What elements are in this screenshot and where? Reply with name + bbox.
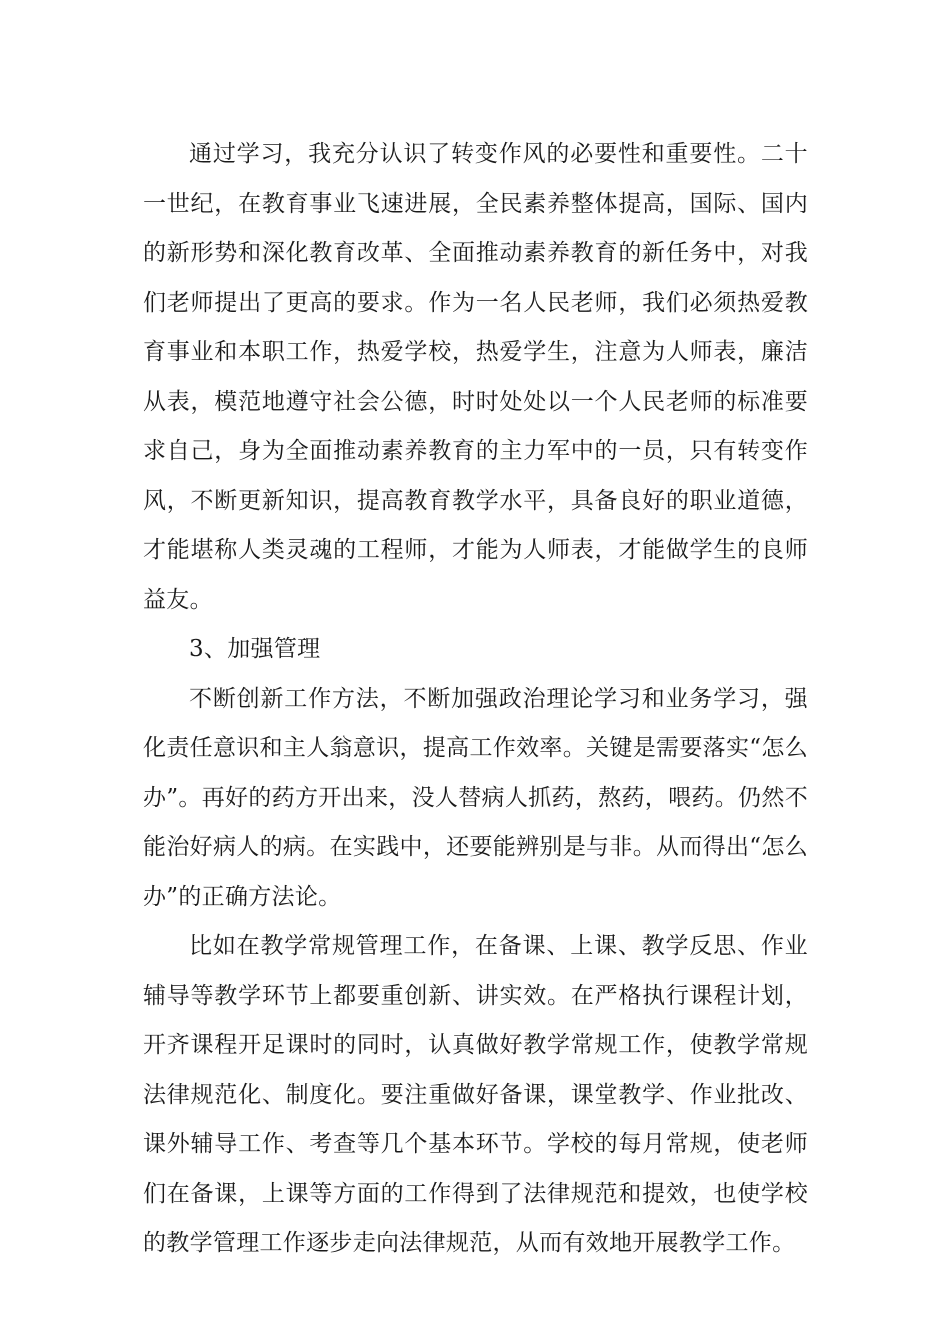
paragraph-teaching-routine: 比如在教学常规管理工作，在备课、上课、教学反思、作业辅导等教学环节上都要重创新、讲实效。在严格执行课程计划，开齐课程开足课时的同时，认真做好教学常规工作，使教学常规法律规范化、制度化。要注重做好备课，课堂教学、作业批改、课外辅导工作、考查等几个基本环节。学校的每月常规，使老师们在备课，上课等方面的工作得到了法律规范和提效，也使学校的教学管理工作逐步走向法律规范，从而有效地开展教学工作。 — [143, 933, 808, 1256]
paragraph-study-style: 通过学习，我充分认识了转变作风的必要性和重要性。二十一世纪，在教育事业飞速进展，全民素养整体提高，国际、国内的新形势和深化教育改革、全面推动素养教育的新任务中，对我们老师提出了更高的要求。作为一名人民老师，我们必须热爱教育事业和本职工作，热爱学校，热爱学生，注意为人师表，廉洁从表，模范地遵守社会公德，时时处处以一个人民老师的标准要求自己，身为全面推动素养教育的主力军中的一员，只有转变作风，不断更新知识，提高教育教学水平，具备良好的职业道德，才能堪称人类灵魂的工程师，才能为人师表，才能做学生的良师益友。 — [143, 141, 808, 613]
document-body — [143, 130, 808, 1269]
paragraph-work-methods: 不断创新工作方法，不断加强政治理论学习和业务学习，强化责任意识和主人翁意识，提高工作效率。关键是需要落实“怎么办”。再好的药方开出来，没人替病人抓药，熬药，喂药。仍然不能治好病人的病。在实践中，还要能辨别是与非。从而得出“怎么办”的正确方法论。 — [143, 685, 808, 910]
section-heading-management: 3、加强管理 — [189, 636, 321, 662]
